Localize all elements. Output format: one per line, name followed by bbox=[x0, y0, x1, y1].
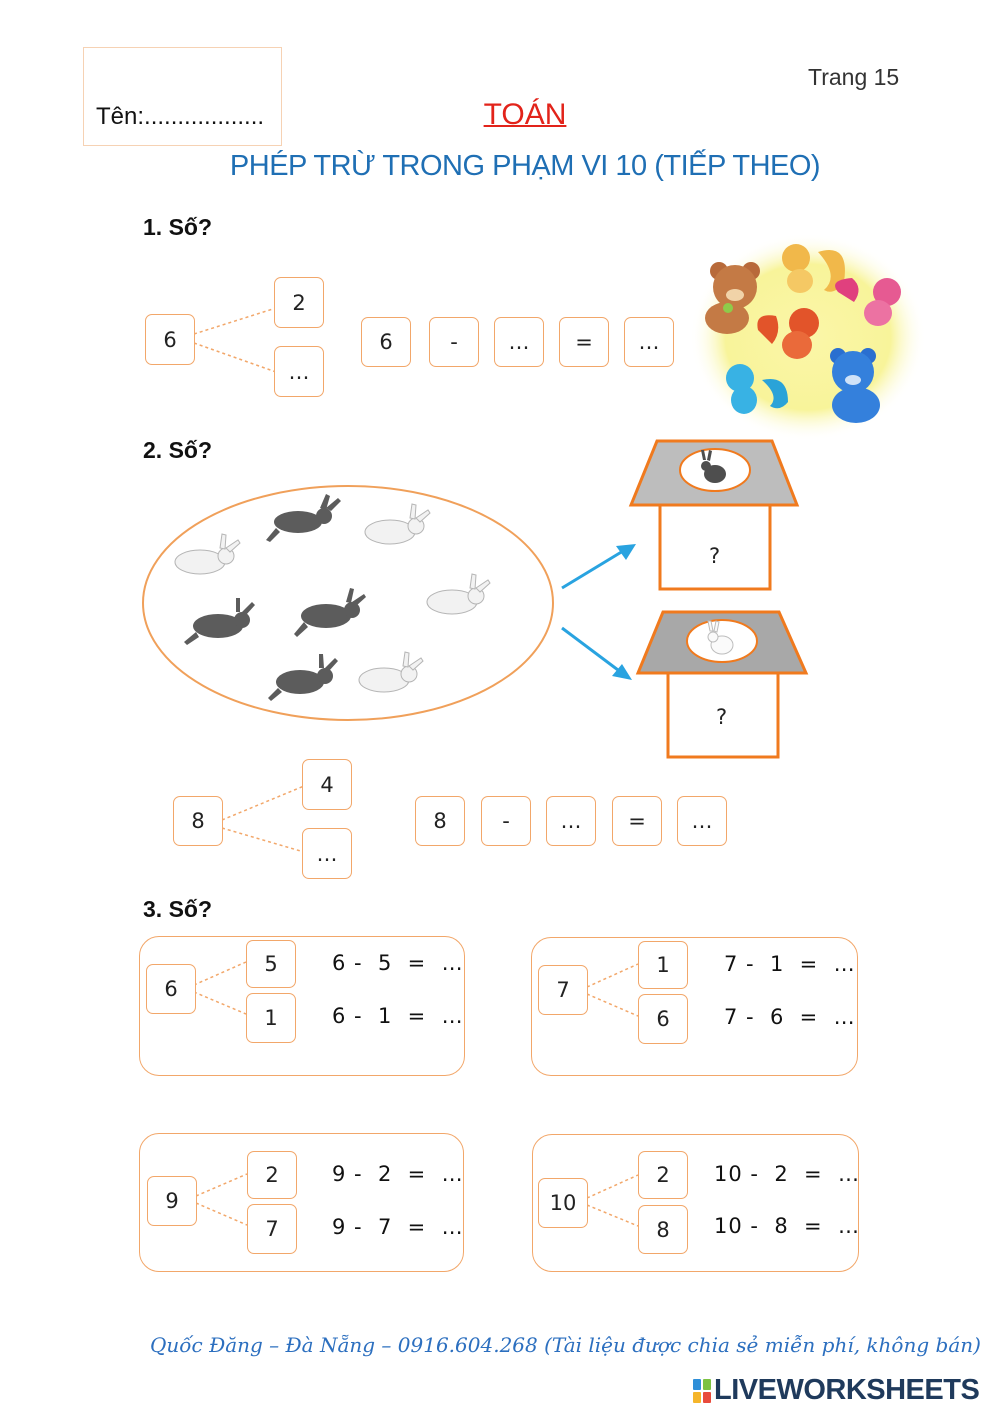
part-top-number: 5 bbox=[246, 940, 296, 988]
whole-number: 7 bbox=[538, 965, 588, 1015]
part-bottom-number: 1 bbox=[246, 993, 296, 1043]
equation-1-input[interactable]: 7 - 1 = … bbox=[724, 952, 856, 976]
exercise-1-heading: 1. Số? bbox=[143, 214, 213, 240]
equation-2-input[interactable]: 10 - 8 = … bbox=[714, 1214, 860, 1238]
split-line-top bbox=[194, 308, 276, 334]
whole-number: 9 bbox=[147, 1176, 197, 1226]
arrow-to-gray-house bbox=[562, 548, 628, 588]
equation-1-input[interactable]: 9 - 2 = … bbox=[332, 1162, 464, 1186]
arrows bbox=[562, 544, 636, 680]
part-top-number: 1 bbox=[638, 941, 688, 989]
author-credit: Quốc Đăng – Đà Nẵng – 0916.604.268 (Tài liệu được chia sẻ miễn phí, không bán) bbox=[150, 1333, 981, 1357]
equation-minuend: 6 bbox=[361, 317, 411, 367]
equation-subtrahend-input[interactable]: … bbox=[494, 317, 544, 367]
equation-2-input[interactable]: 9 - 7 = … bbox=[332, 1215, 464, 1239]
equation-equals: = bbox=[612, 796, 662, 846]
part-top-number: 4 bbox=[302, 759, 352, 810]
equation-equals: = bbox=[559, 317, 609, 367]
rabbit-white-icon bbox=[427, 574, 490, 614]
exercise-3-heading: 3. Số? bbox=[143, 896, 213, 922]
equation-operator: - bbox=[481, 796, 531, 846]
split-line-top bbox=[222, 786, 304, 820]
whole-number: 8 bbox=[173, 796, 223, 846]
house-white-answer[interactable]: ? bbox=[716, 705, 728, 729]
part-bottom-input[interactable]: … bbox=[274, 346, 324, 397]
rabbit-white-icon bbox=[365, 504, 430, 544]
equation-2-input[interactable]: 7 - 6 = … bbox=[724, 1005, 856, 1029]
equation-operator: - bbox=[429, 317, 479, 367]
toys-illustration bbox=[690, 233, 926, 441]
equation-result-input[interactable]: … bbox=[677, 796, 727, 846]
exercise-2-heading: 2. Số? bbox=[143, 437, 213, 463]
rabbit-white-icon bbox=[359, 652, 423, 692]
part-bottom-number: 7 bbox=[247, 1204, 297, 1254]
equation-1-input[interactable]: 10 - 2 = … bbox=[714, 1162, 860, 1186]
split-line-bottom bbox=[222, 828, 304, 852]
part-bottom-number: 6 bbox=[638, 994, 688, 1044]
equation-1-input[interactable]: 6 - 5 = … bbox=[332, 951, 464, 975]
part-bottom-input[interactable]: … bbox=[302, 828, 352, 879]
rabbits bbox=[175, 494, 490, 701]
split-line-bottom bbox=[194, 343, 276, 372]
rabbit-gray-icon bbox=[268, 654, 338, 701]
lesson-title: PHÉP TRỪ TRONG PHẠM VI 10 (TIẾP THEO) bbox=[229, 150, 821, 182]
liveworksheets-icon bbox=[693, 1379, 711, 1403]
equation-result-input[interactable]: … bbox=[624, 317, 674, 367]
whole-number: 6 bbox=[145, 314, 195, 365]
part-top-number: 2 bbox=[247, 1151, 297, 1199]
part-bottom-number: 8 bbox=[638, 1205, 688, 1254]
rabbit-gray-icon bbox=[294, 588, 366, 637]
rabbit-white-icon bbox=[175, 534, 240, 574]
rabbit-group-oval bbox=[143, 486, 553, 720]
page-number: Trang 15 bbox=[808, 64, 900, 90]
rabbit-gray-icon bbox=[184, 598, 255, 645]
rabbit-gray-icon bbox=[266, 494, 341, 542]
whole-number: 6 bbox=[146, 964, 196, 1014]
equation-subtrahend-input[interactable]: … bbox=[546, 796, 596, 846]
part-top-number: 2 bbox=[638, 1151, 688, 1199]
liveworksheets-logo bbox=[693, 1374, 979, 1407]
house-gray-answer[interactable]: ? bbox=[709, 544, 721, 568]
subject-title: TOÁN bbox=[483, 98, 567, 131]
equation-minuend: 8 bbox=[415, 796, 465, 846]
part-top-number: 2 bbox=[274, 277, 324, 328]
whole-number: 10 bbox=[538, 1178, 588, 1228]
name-label: Tên:.................. bbox=[96, 103, 265, 130]
brand-text: LIVEWORKSHEETS bbox=[714, 1374, 980, 1406]
house-white-rabbits bbox=[638, 612, 806, 757]
equation-2-input[interactable]: 6 - 1 = … bbox=[332, 1004, 464, 1028]
arrow-to-white-house bbox=[562, 628, 622, 673]
